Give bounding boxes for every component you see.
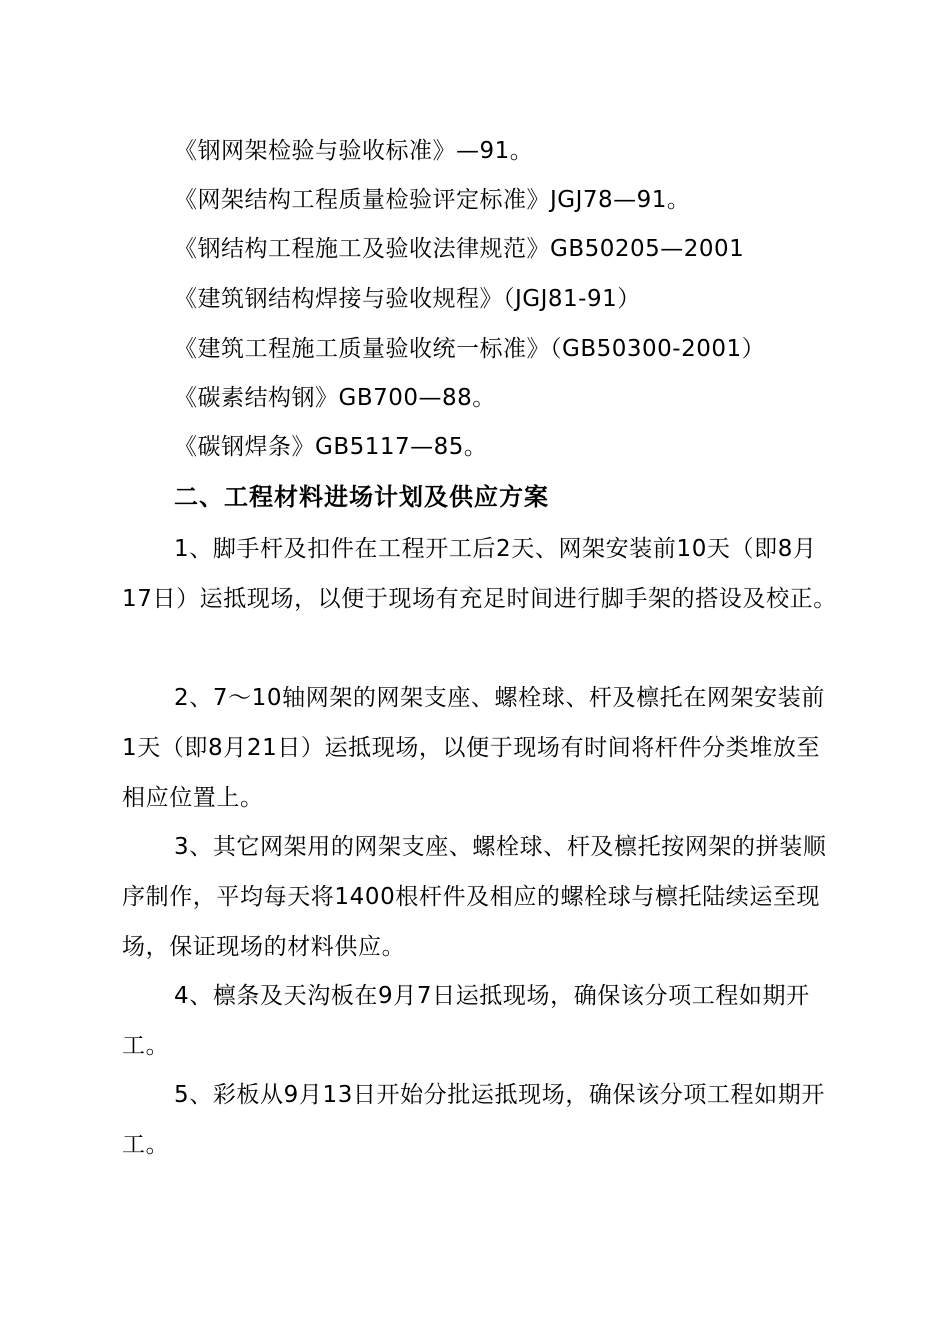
paragraph-3: 3、其它网架用的网架支座、螺栓球、杆及檩托按网架的拼装顺序制作，平均每天将1400根杆件及相应的螺栓球与檩托陆续运至现场，保证现场的材料供应。 — [122, 834, 827, 960]
standard-item: 《钢结构工程施工及验收法律规范》GB50205—2001 — [174, 236, 745, 262]
paragraph-2: 2、7～10轴网架的网架支座、螺栓球、杆及檩托在网架安装前1天（即8月21日）运抵现场，以便于现场有时间将杆件分类堆放至相应位置上。 — [122, 685, 825, 811]
standard-item: 《建筑钢结构焊接与验收规程》（JGJ81-91） — [174, 286, 641, 312]
standard-item: 《碳素结构钢》GB700—88。 — [174, 385, 496, 411]
standard-item: 《建筑工程施工质量验收统一标准》（GB50300-2001） — [174, 336, 766, 362]
paragraph-4: 4、檩条及天沟板在9月7日运抵现场，确保该分项工程如期开工。 — [122, 983, 810, 1059]
standard-item: 《钢网架检验与验收标准》—91。 — [174, 138, 534, 164]
section-heading: 二、工程材料进场计划及供应方案 — [174, 483, 549, 511]
standard-item: 《网架结构工程质量检验评定标准》JGJ78—91。 — [174, 187, 691, 213]
paragraph-1: 1、脚手杆及扣件在工程开工后2天、网架安装前10天（即8月17日）运抵现场，以便于现场有充足时间进行脚手架的搭设及校正。 — [122, 536, 837, 612]
standard-item: 《碳钢焊条》GB5117—85。 — [174, 434, 488, 460]
paragraph-5: 5、彩板从9月13日开始分批运抵现场，确保该分项工程如期开工。 — [122, 1082, 825, 1158]
